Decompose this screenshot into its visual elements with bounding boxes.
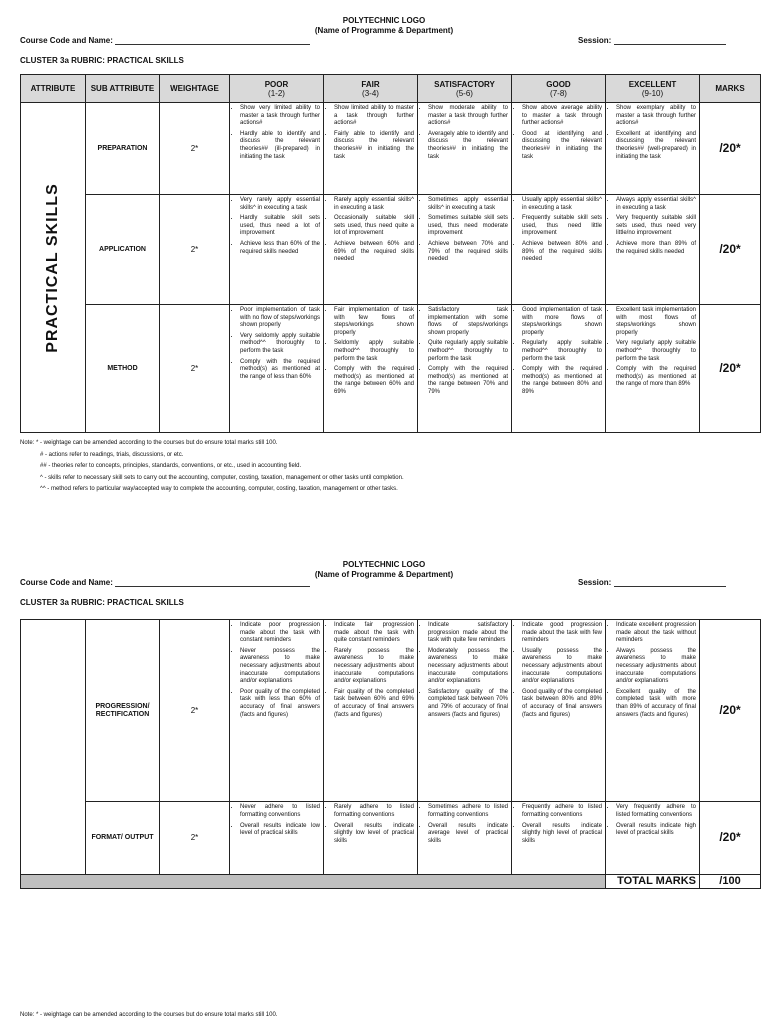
criterion-item: • Very frequently adhere to listed formatting conventions <box>616 804 696 819</box>
table-row <box>21 195 761 305</box>
weightage-cell: 2* <box>160 305 230 433</box>
criterion-item: • Seldomly apply suitable method^^ thoroughly to perform the task <box>334 340 414 363</box>
satisfactory-cell <box>418 620 512 802</box>
sub-attribute-header: SUB ATTRIBUTE <box>86 75 160 103</box>
attribute-cell <box>21 103 86 433</box>
criterion-item: • Show exemplary ability to master a task through further actions# <box>616 105 696 128</box>
good-header: GOOD (7-8) <box>512 75 606 103</box>
poor-cell <box>230 305 324 433</box>
sub-attribute-cell: METHOD <box>86 305 160 433</box>
criterion-item: • Show very limited ability to master a task through further actions# <box>240 105 320 128</box>
criterion-item: • Show limited ability to master a task through further actions# <box>334 105 414 128</box>
criterion-item: • Usually apply essential skills^ in executing a task <box>522 197 602 212</box>
course-code-line: Course Code and Name: <box>20 578 310 587</box>
marks-cell: /20* <box>700 802 761 875</box>
notes-block <box>20 438 404 496</box>
table-row <box>21 620 761 802</box>
good-cell <box>512 620 606 802</box>
marks-cell: /20* <box>700 103 761 195</box>
marks-cell: /20* <box>700 305 761 433</box>
session-line: Session: <box>578 36 726 45</box>
criterion-item: • Rarely apply essential skills^ in executing a task <box>334 197 414 212</box>
total-marks-label: TOTAL MARKS <box>606 874 700 888</box>
satisfactory-header: SATISFACTORY (5-6) <box>418 75 512 103</box>
criterion-item: • Sometimes adhere to listed formatting conventions <box>428 804 508 819</box>
note-line: ^^ - method refers to particular way/accepted way to complete the accounting, computer, costing, taxation, management or other tasks. <box>40 486 398 492</box>
satisfactory-cell <box>418 195 512 305</box>
criterion-item: • Very rarely apply essential skills^ in executing a task <box>240 197 320 212</box>
criterion-item: • Frequently suitable skill sets used, thus need little improvement <box>522 215 602 238</box>
good-cell <box>512 802 606 875</box>
criterion-item: • Always apply essential skills^ in executing a task <box>616 197 696 212</box>
satisfactory-cell <box>418 305 512 433</box>
table-row <box>21 802 761 875</box>
excellent-cell <box>606 620 700 802</box>
criterion-item: • Good at identifying and discussing the relevant theories## in initiating the task <box>522 131 602 161</box>
criterion-item: • Frequently adhere to listed formatting conventions <box>522 804 602 819</box>
good-cell <box>512 103 606 195</box>
rubric-table-2 <box>20 619 761 889</box>
criterion-item: • Achieve between 70% and 79% of the required skills needed <box>428 241 508 264</box>
criterion-item: • Hardly able to identify and discuss the relevant theories## (ill-prepared) in initiating the task <box>240 131 320 161</box>
criterion-item: • Comply with the required method(s) as mentioned at the range between 60% and 69% <box>334 366 414 396</box>
criterion-item: • Indicate fair progression made about the task with quite constant reminders <box>334 622 414 645</box>
total-marks-value: /100 <box>700 874 761 888</box>
criterion-item: • Moderately possess the awareness to make necessary adjustments about inaccurate computations and/or explanations <box>428 648 508 686</box>
criterion-item: • Always possess the awareness to make necessary adjustments about inaccurate computations and/or explanations <box>616 648 696 686</box>
criterion-item: • Hardly suitable skill sets used, thus need a lot of improvement <box>240 215 320 238</box>
sub-attribute-cell: APPLICATION <box>86 195 160 305</box>
criterion-item: • Fair quality of the completed task between 60% and 69% of accuracy of final answers (facts and figures) <box>334 689 414 719</box>
criterion-item: • Satisfactory quality of the completed task between 70% and 79% of accuracy of final answers (facts and figures) <box>428 689 508 719</box>
poor-cell <box>230 620 324 802</box>
criterion-item: • Very seldomly apply suitable method^^ thoroughly to perform the task <box>240 333 320 356</box>
criterion-item: • Poor implementation of task with no flow of steps/workings shown properly <box>240 307 320 330</box>
fair-cell <box>324 305 418 433</box>
note-line: # - actions refer to readings, trials, discussions, or etc. <box>40 451 184 458</box>
criterion-item: • Achieve less than 60% of the required skills needed <box>240 241 320 256</box>
note-line: ## - theories refer to concepts, principles, standards, conventions, or etc., used in accounting field. <box>40 463 302 469</box>
good-cell <box>512 195 606 305</box>
fair-cell <box>324 620 418 802</box>
criterion-item: • Achieve between 60% and 69% of the required skills needed <box>334 241 414 264</box>
poor-cell <box>230 802 324 875</box>
criterion-item: • Comply with the required method(s) as mentioned at the range between 70% and 79% <box>428 366 508 396</box>
criterion-item: • Usually possess the awareness to make necessary adjustments about inaccurate computations and/or explanations <box>522 648 602 686</box>
satisfactory-cell <box>418 802 512 875</box>
criterion-item: • Indicate excellent progression made about the task without reminders <box>616 622 696 645</box>
fair-cell <box>324 195 418 305</box>
excellent-header: EXCELLENT (9-10) <box>606 75 700 103</box>
weightage-header: WEIGHTAGE <box>160 75 230 103</box>
criterion-item: • Sometimes apply essential skills^ in executing a task <box>428 197 508 212</box>
criterion-item: • Excellent at identifying and discussing the relevant theories## (well-prepared) in initiating the task <box>616 131 696 161</box>
fair-cell <box>324 802 418 875</box>
criterion-item: • Good quality of the completed task between 80% and 89% of accuracy of final answers (facts and figures) <box>522 689 602 719</box>
criterion-item: • Overall results indicate slightly high level of practical skills <box>522 823 602 846</box>
criterion-item: • Excellent quality of the completed task with more than 89% of accuracy of final answers (facts and figures) <box>616 689 696 719</box>
note-line: Note: * - weightage can be amended according to the courses but do ensure total marks still 100. <box>20 1012 278 1018</box>
attribute-cell <box>21 620 86 875</box>
criterion-item: • Averagely able to identify and discuss the relevant theories## in initiating the task <box>428 131 508 161</box>
criterion-item: • Show moderate ability to master a task through further actions# <box>428 105 508 128</box>
table-row <box>21 103 761 195</box>
criterion-item: • Regularly apply suitable method^^ thoroughly to perform the task <box>522 340 602 363</box>
criterion-item: • Fairly able to identify and discuss the relevant theories## in initiating the task <box>334 131 414 161</box>
marks-header: MARKS <box>700 75 761 103</box>
weightage-cell: 2* <box>160 103 230 195</box>
criterion-item: • Indicate satisfactory progression made about the task with quite few reminders <box>428 622 508 645</box>
rubric-title: CLUSTER 3a RUBRIC: PRACTICAL SKILLS <box>20 598 184 607</box>
criterion-item: • Comply with the required method(s) as mentioned at the range of more than 89% <box>616 366 696 389</box>
criterion-item: • Achieve more than 89% of the required skills needed <box>616 241 696 256</box>
header-row <box>21 75 761 103</box>
session-line: Session: <box>578 578 726 587</box>
course-code-line: Course Code and Name: <box>20 36 310 45</box>
criterion-item: • Good implementation of task with more flows of steps/workings shown properly <box>522 307 602 337</box>
attribute-header: ATTRIBUTE <box>21 75 86 103</box>
sub-attribute-cell: FORMAT/ OUTPUT <box>86 802 160 875</box>
excellent-cell <box>606 802 700 875</box>
criterion-item: • Achieve between 80% and 89% of the required skills needed <box>522 241 602 264</box>
satisfactory-cell <box>418 103 512 195</box>
poor-cell <box>230 195 324 305</box>
sub-attribute-cell: PROGRESSION/ RECTIFICATION <box>86 620 160 802</box>
table-row <box>21 305 761 433</box>
criterion-item: • Comply with the required method(s) as mentioned at the range between 80% and 89% <box>522 366 602 396</box>
fair-cell <box>324 103 418 195</box>
criterion-item: • Never adhere to listed formatting conventions <box>240 804 320 819</box>
sub-attribute-cell: PREPARATION <box>86 103 160 195</box>
total-filler <box>21 874 606 888</box>
total-row <box>21 874 761 888</box>
logo-heading: POLYTECHNIC LOGO (Name of Programme & Department) <box>314 16 454 35</box>
criterion-item: • Excellent task implementation with most flows of steps/workings shown properly <box>616 307 696 337</box>
criterion-item: • Comply with the required method(s) as mentioned at the range of less than 60% <box>240 359 320 382</box>
criterion-item: • Sometimes suitable skill sets used, thus need moderate improvement <box>428 215 508 238</box>
criterion-item: • Indicate good progression made about the task with few reminders <box>522 622 602 645</box>
poor-header: POOR (1-2) <box>230 75 324 103</box>
rubric-title: CLUSTER 3a RUBRIC: PRACTICAL SKILLS <box>20 56 184 65</box>
criterion-item: • Occasionally suitable skill sets used, thus need quite a lot of improvement <box>334 215 414 238</box>
weightage-cell: 2* <box>160 195 230 305</box>
attribute-label: PRACTICAL SKILLS <box>44 182 62 353</box>
criterion-item: • Overall results indicate high level of practical skills <box>616 823 696 838</box>
criterion-item: • Rarely possess the awareness to make necessary adjustments about inaccurate computations and/or explanations <box>334 648 414 686</box>
excellent-cell <box>606 103 700 195</box>
criterion-item: • Very frequently suitable skill sets used, thus need very little/no improvement <box>616 215 696 238</box>
criterion-item: • Quite regularly apply suitable method^^ thoroughly to perform the task <box>428 340 508 363</box>
logo-heading: POLYTECHNIC LOGO (Name of Programme & Department) <box>314 560 454 579</box>
criterion-item: • Show above average ability to master a task through further actions# <box>522 105 602 128</box>
criterion-item: • Overall results indicate low level of practical skills <box>240 823 320 838</box>
criterion-item: • Overall results indicate slightly low level of practical skills <box>334 823 414 846</box>
marks-cell: /20* <box>700 620 761 802</box>
criterion-item: • Indicate poor progression made about the task with constant reminders <box>240 622 320 645</box>
criterion-item: • Fair implementation of task with few flows of steps/workings shown properly <box>334 307 414 337</box>
weightage-cell: 2* <box>160 620 230 802</box>
excellent-cell <box>606 195 700 305</box>
excellent-cell <box>606 305 700 433</box>
good-cell <box>512 305 606 433</box>
criterion-item: • Very regularly apply suitable method^^ thoroughly to perform the task <box>616 340 696 363</box>
criterion-item: • Satisfactory task implementation with some flows of steps/workings shown properly <box>428 307 508 337</box>
weightage-cell: 2* <box>160 802 230 875</box>
fair-header: FAIR (3-4) <box>324 75 418 103</box>
note-line: Note: * - weightage can be amended according to the courses but do ensure total marks still 100. <box>20 440 278 446</box>
criterion-item: • Rarely adhere to listed formatting conventions <box>334 804 414 819</box>
rubric-table-1 <box>20 74 761 433</box>
criterion-item: • Poor quality of the completed task with less than 60% of accuracy of final answers (facts and figures) <box>240 689 320 719</box>
notes-block-bottom <box>20 1010 277 1022</box>
marks-cell: /20* <box>700 195 761 305</box>
note-line: ^ - skills refer to necessary skill sets to carry out the accounting, computer, costing, taxation, management or other tasks until completion. <box>40 474 404 481</box>
poor-cell <box>230 103 324 195</box>
criterion-item: • Never possess the awareness to make necessary adjustments about inaccurate computations and/or explanations <box>240 648 320 686</box>
criterion-item: • Overall results indicate average level of practical skills <box>428 823 508 846</box>
